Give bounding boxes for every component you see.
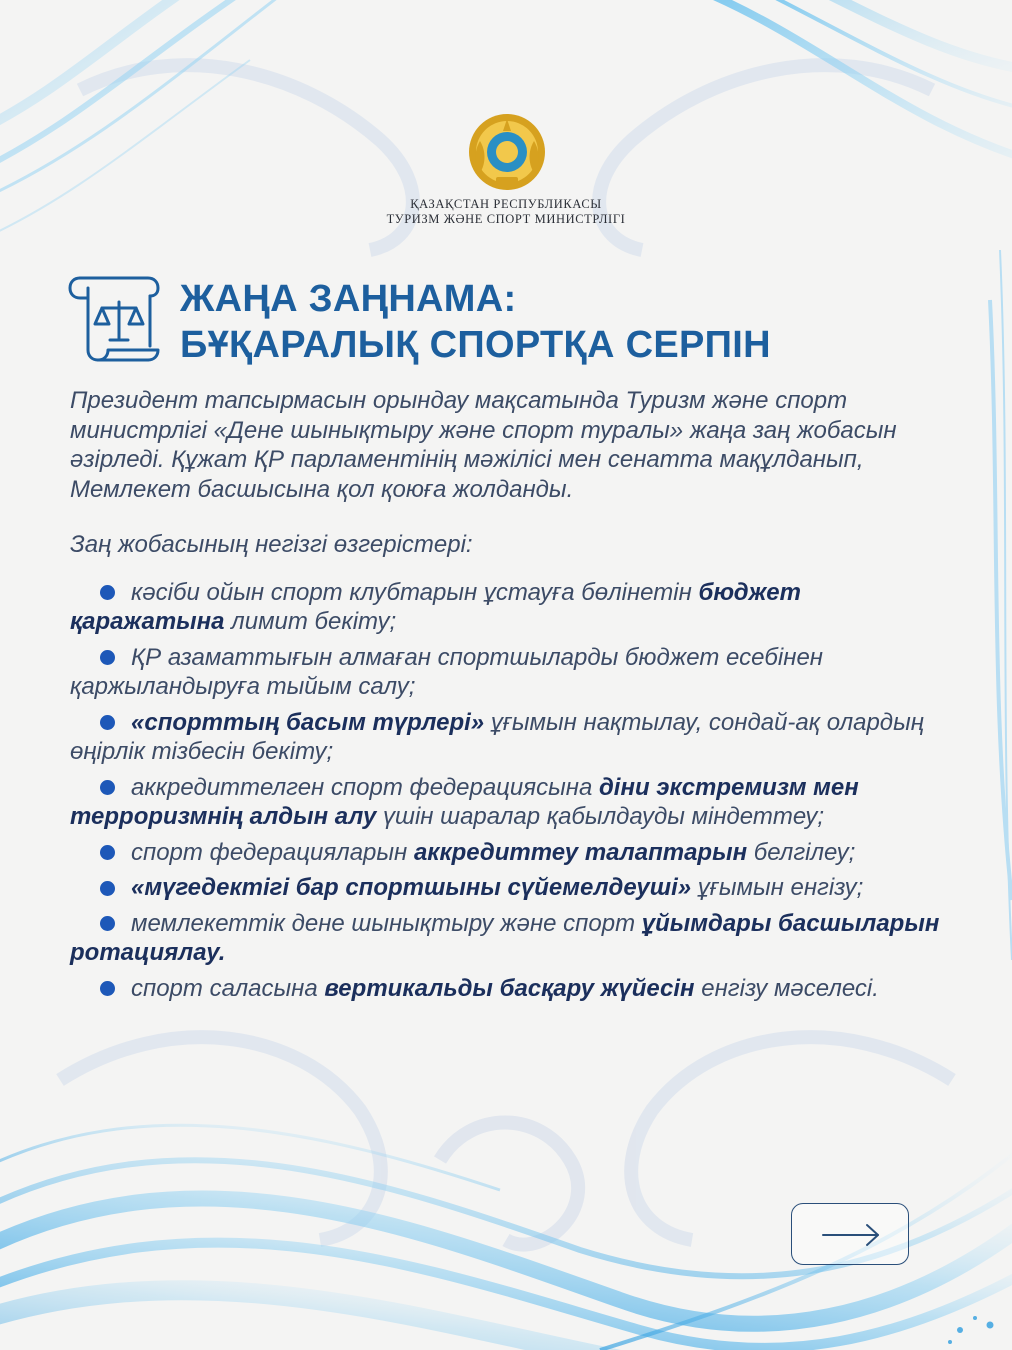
item-text-end: ұғымын нақтылау, сондай-ақ олардың өңірлік тізбесін бекіту; xyxy=(70,708,924,765)
arrow-right-icon xyxy=(821,1223,881,1247)
ministry-name xyxy=(356,197,656,227)
list-item xyxy=(70,578,950,637)
item-text: спорт саласына xyxy=(131,974,325,1002)
item-emphasis: «спорттың басым түрлері» xyxy=(131,708,485,736)
item-emphasis: вертикальды басқару жүйесін xyxy=(324,974,695,1002)
item-text: спорт федерацияларын xyxy=(131,838,414,866)
item-text-end: ұғымын енгізу; xyxy=(691,874,864,901)
bullet-icon xyxy=(100,780,115,795)
bullet-icon xyxy=(100,845,115,860)
item-text-end: үшін шаралар қабылдауды міндеттеу; xyxy=(376,803,825,830)
list-item xyxy=(70,773,950,832)
main-content xyxy=(70,386,950,1009)
intro-paragraph: Президент тапсырмасын орындау мақсатында Туризм және спорт министрлігі «Дене шынықтыру және спорт туралы» жаңа заң жобасын әзірледі. Құжат ҚР парламентінің мәжілісі мен сенатта мақұлданып, Мемлекет басшысына қол қоюға жолданды. xyxy=(70,387,897,503)
bullet-icon xyxy=(100,585,115,600)
item-emphasis: аккредиттеу талаптарын xyxy=(413,838,748,866)
item-emphasis: ұйымдары басшыларын ротациялау. xyxy=(70,909,940,966)
bullet-icon xyxy=(100,650,115,665)
title-line-1: ЖАҢА ЗАҢНАМА: xyxy=(180,278,517,320)
changes-subheading: Заң жобасының негізгі өзгерістері: xyxy=(70,531,473,558)
item-emphasis: «мүгедектігі бар спортшыны сүйемелдеуші» xyxy=(131,874,692,901)
bullet-icon xyxy=(100,916,115,931)
item-text: кәсіби ойын спорт клубтарын ұстауға бөлінетін xyxy=(131,578,699,606)
item-text-end: белгілеу; xyxy=(747,838,856,866)
ministry-line-1: ҚАЗАҚСТАН РЕСПУБЛИКАСЫ xyxy=(410,197,602,211)
scroll-scales-icon xyxy=(68,272,164,364)
item-text: мемлекеттік дене шынықтыру және спорт xyxy=(131,909,642,937)
item-text: ҚР азаматтығын алмаған спортшыларды бюджет есебінен қаржыландыруға тыйым салу; xyxy=(70,643,824,700)
list-item xyxy=(70,708,950,767)
state-emblem-icon xyxy=(466,111,548,193)
ministry-line-2: ТУРИЗМ ЖӘНЕ СПОРТ МИНИСТРЛІГІ xyxy=(386,212,626,226)
bullet-icon xyxy=(100,715,115,730)
item-text-end: лимит бекіту; xyxy=(224,608,397,635)
title-line-2: БҰҚАРАЛЫҚ СПОРТҚА СЕРПІН xyxy=(180,324,771,366)
page-title xyxy=(180,276,970,368)
item-text-end: енгізу мәселесі. xyxy=(694,974,879,1002)
item-text: аккредиттелген спорт федерациясына xyxy=(131,773,599,801)
bullet-icon xyxy=(100,981,115,996)
item-emphasis: бюджет қаражатына xyxy=(70,578,801,635)
list-item xyxy=(70,643,950,702)
list-item xyxy=(70,838,950,868)
item-emphasis: діни экстремизм мен терроризмнің алдын алу xyxy=(70,773,859,830)
next-slide-button[interactable] xyxy=(791,1203,909,1265)
list-item xyxy=(70,873,950,903)
changes-list xyxy=(70,578,950,1004)
list-item xyxy=(70,974,950,1004)
list-item xyxy=(70,909,950,968)
bullet-icon xyxy=(100,881,115,896)
